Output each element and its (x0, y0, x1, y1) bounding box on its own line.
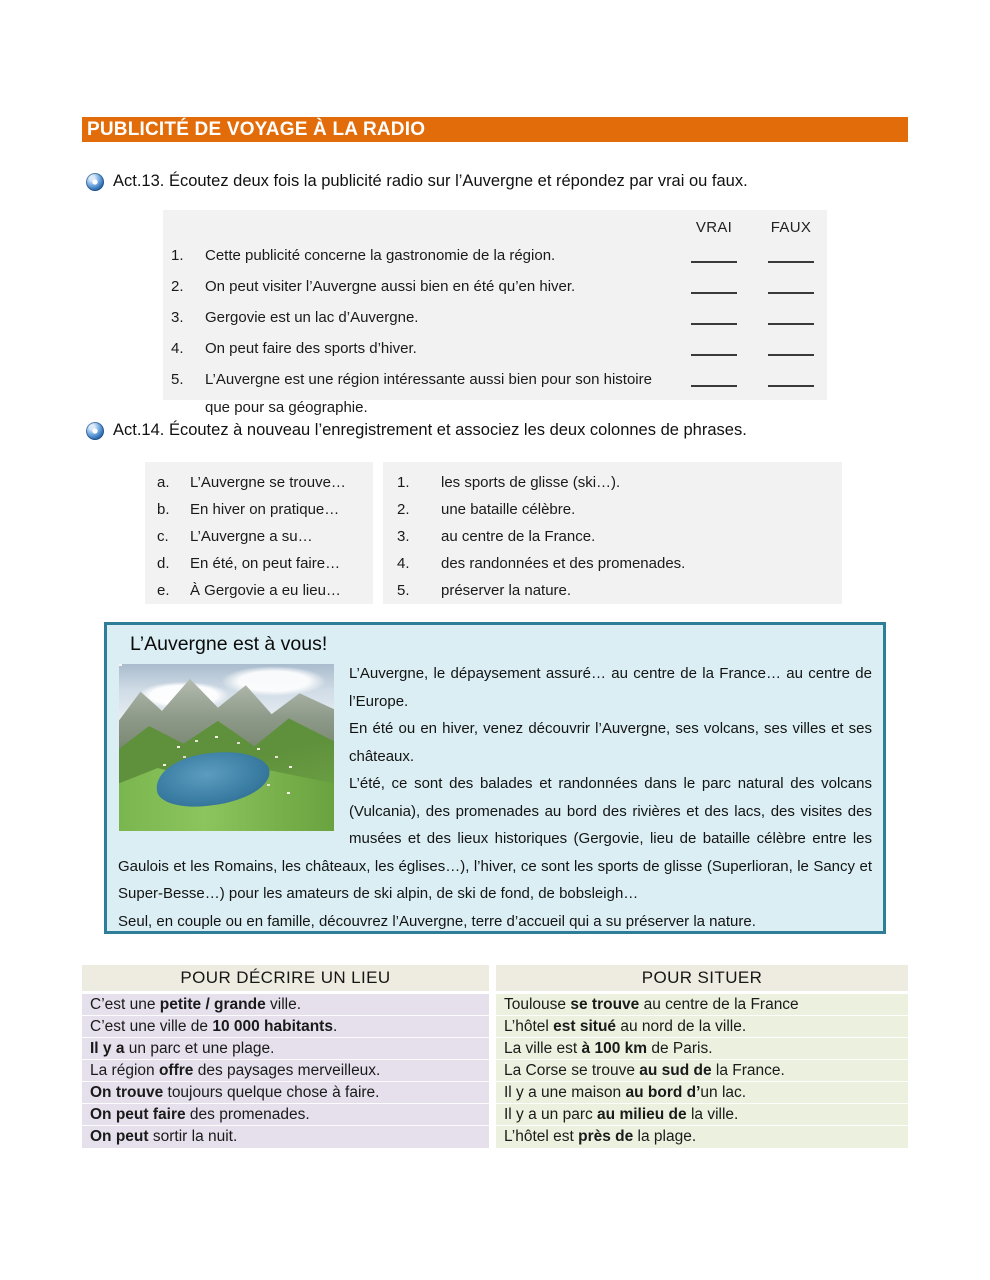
reference-row: La Corse se trouve au sud de la France. (496, 1060, 908, 1082)
box-paragraph: En été ou en hiver, venez découvrir l’Auvergne, ses volcans, ses villes et ses châteaux. (349, 720, 872, 765)
list-item (383, 550, 842, 577)
item-text: une bataille célèbre. (441, 501, 576, 518)
list-item (145, 496, 373, 523)
vrai-blank (691, 335, 737, 356)
item-text: L’Auvergne a su… (190, 528, 313, 545)
item-text: En hiver on pratique… (190, 501, 340, 518)
reference-row: C’est une petite / grande ville. (82, 994, 489, 1016)
landscape-photo (119, 664, 334, 831)
box-paragraph: Seul, en couple ou en famille, découvrez l’Auvergne, terre d’accueil qui a su préserver la nature. (118, 912, 756, 930)
item-text: préserver la nature. (441, 582, 572, 599)
list-item (145, 577, 373, 604)
page-banner (82, 117, 908, 142)
table-row (171, 335, 827, 366)
reference-row: Il y a un parc au milieu de la ville. (496, 1104, 908, 1126)
match-right-column (383, 462, 842, 604)
situer-column (496, 965, 908, 1148)
item-label: 1. (397, 474, 410, 491)
act13-heading-text: Act.13. Écoutez deux fois la publicité radio sur l’Auvergne et répondez par vrai ou faux. (113, 172, 748, 190)
faux-blank (768, 366, 814, 387)
item-text: L’Auvergne se trouve… (190, 474, 346, 491)
item-text: au centre de la France. (441, 528, 596, 545)
item-label: d. (157, 555, 170, 572)
item-label: 4. (397, 555, 410, 572)
list-item (383, 496, 842, 523)
item-label: 3. (397, 528, 410, 545)
reference-row: On peut faire des promenades. (82, 1104, 489, 1126)
reference-row: Il y a un parc et une plage. (82, 1038, 489, 1060)
audio-icon (86, 173, 104, 191)
faux-blank (768, 273, 814, 294)
box-paragraph: L’Auvergne, le dépaysement assuré… au centre de la France… au centre de l’Europe. (349, 665, 872, 710)
list-item (145, 469, 373, 496)
box-body (118, 660, 872, 935)
list-item (383, 577, 842, 604)
act14-table (145, 462, 842, 604)
vrai-column-header: VRAI (695, 219, 733, 236)
table-row (171, 366, 827, 422)
faux-blank (768, 335, 814, 356)
reference-row: Il y a une maison au bord d’un lac. (496, 1082, 908, 1104)
statement-text: Cette publicité concerne la gastronomie de la région. (205, 247, 556, 264)
item-text: des randonnées et des promenades. (441, 555, 686, 572)
table-row (171, 242, 827, 273)
reference-row: La région offre des paysages merveilleux. (82, 1060, 489, 1082)
statement-text: Gergovie est un lac d’Auvergne. (205, 309, 419, 326)
vrai-blank (691, 304, 737, 325)
statement-number: 2. (171, 278, 184, 295)
box-title: L’Auvergne est à vous! (130, 633, 328, 655)
vrai-blank (691, 273, 737, 294)
item-text: les sports de glisse (ski…). (441, 474, 621, 491)
statement-number: 3. (171, 309, 184, 326)
audio-icon (86, 422, 104, 440)
item-label: e. (157, 582, 170, 599)
act13-table (163, 210, 827, 416)
act14-heading-text: Act.14. Écoutez à nouveau l’enregistrement et associez les deux colonnes de phrases. (113, 421, 747, 439)
auvergne-box (104, 622, 886, 934)
reference-row: Toulouse se trouve au centre de la France (496, 994, 908, 1016)
item-label: 2. (397, 501, 410, 518)
situer-column-header: POUR SITUER (496, 965, 908, 991)
reference-table (82, 965, 908, 1149)
box-paragraph: L’été, ce sont des balades et randonnées dans le parc natural des volcans (Vulcania), des promenades au bord des rivières et des lacs, des visites des musées et des lieux historiques (Gergovie, lieu de bataille célèbre entre les Gaulois et les Romains, les châteaux, les églises…), l’hiver, ce sont les sports de glisse (Superlioran, le Sancy et Super-Besse…) pour les amateurs de ski alpin, de ski de fond, de bobsleigh… (118, 775, 872, 902)
act13-heading (86, 172, 946, 191)
faux-column-header: FAUX (770, 219, 812, 236)
item-label: 5. (397, 582, 410, 599)
reference-row: C’est une ville de 10 000 habitants. (82, 1016, 489, 1038)
statement-text: On peut faire des sports d’hiver. (205, 340, 417, 357)
describe-column (82, 965, 489, 1148)
item-label: c. (157, 528, 169, 545)
table-row (171, 304, 827, 335)
statement-number: 1. (171, 247, 184, 264)
reference-row: On trouve toujours quelque chose à faire. (82, 1082, 489, 1104)
vrai-blank (691, 366, 737, 387)
faux-blank (768, 242, 814, 263)
statement-text: On peut visiter l’Auvergne aussi bien en été qu’en hiver. (205, 278, 576, 295)
item-label: a. (157, 474, 170, 491)
describe-column-header: POUR DÉCRIRE UN LIEU (82, 965, 489, 991)
reference-row: L’hôtel est près de la plage. (496, 1126, 908, 1148)
item-text: En été, on peut faire… (190, 555, 341, 572)
faux-blank (768, 304, 814, 325)
statement-number: 4. (171, 340, 184, 357)
photo-village-houses (119, 664, 122, 666)
item-label: b. (157, 501, 170, 518)
tf-header-row (171, 214, 827, 242)
act14-heading (86, 421, 946, 440)
table-row (171, 273, 827, 304)
statement-number: 5. (171, 371, 184, 388)
list-item (145, 523, 373, 550)
list-item (383, 469, 842, 496)
list-item (383, 523, 842, 550)
reference-row: On peut sortir la nuit. (82, 1126, 489, 1148)
page-banner-title: PUBLICITÉ DE VOYAGE À LA RADIO (87, 119, 426, 140)
reference-row: La ville est à 100 km de Paris. (496, 1038, 908, 1060)
list-item (145, 550, 373, 577)
statement-text: L’Auvergne est une région intéressante aussi bien pour son histoire que pour sa géographie. (205, 371, 652, 416)
item-text: À Gergovie a eu lieu… (190, 582, 341, 599)
match-left-column (145, 462, 373, 604)
vrai-blank (691, 242, 737, 263)
reference-row: L’hôtel est situé au nord de la ville. (496, 1016, 908, 1038)
